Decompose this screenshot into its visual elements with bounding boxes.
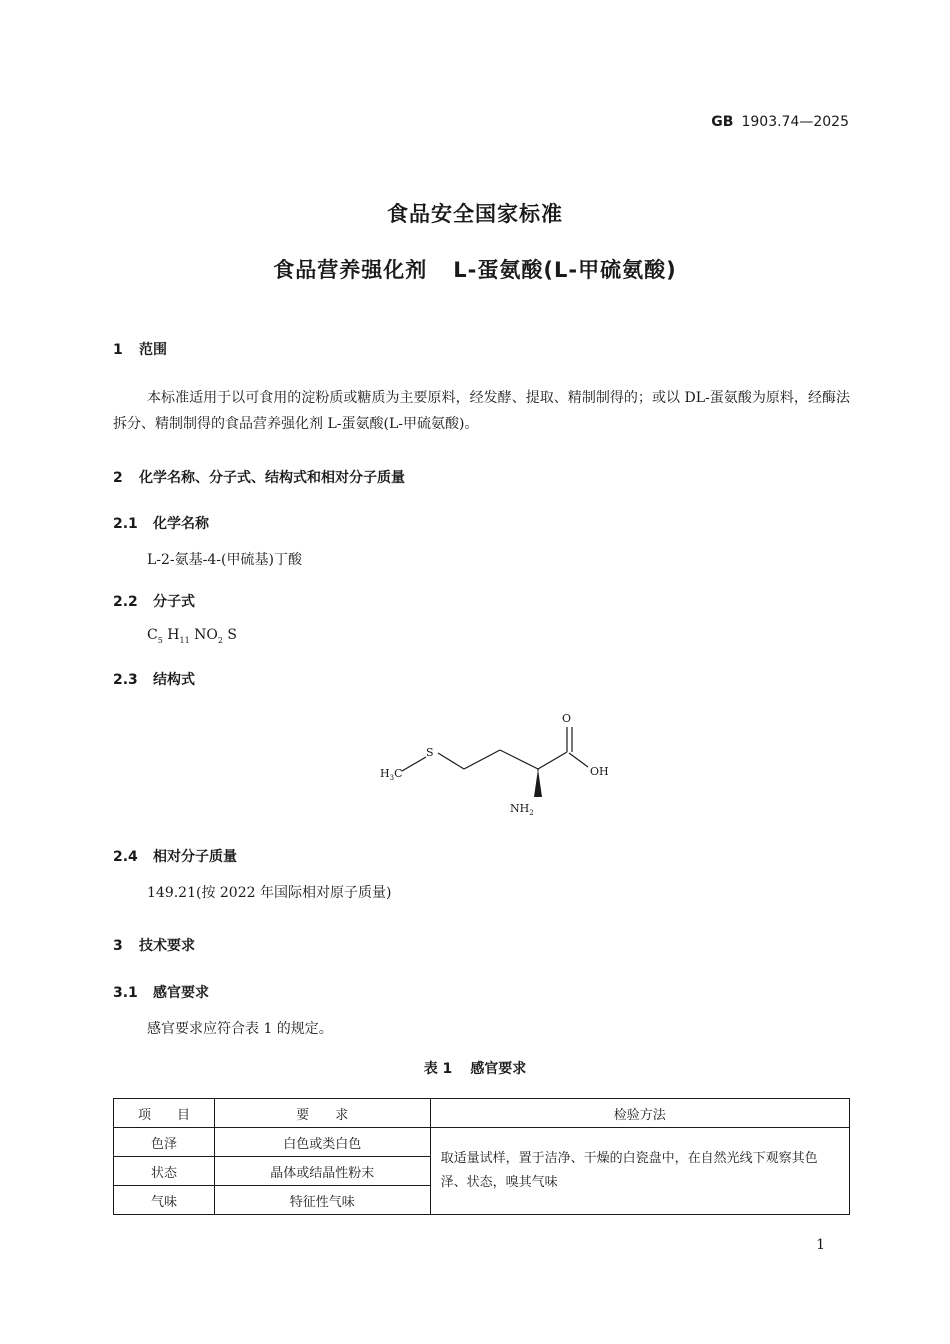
section-title: 化学名称 [153,516,209,532]
section-number: 3.1 [113,985,138,1001]
row-item: 气味 [114,1186,215,1215]
section-number: 1 [113,342,123,358]
header-requirement: 要 求 [214,1099,430,1128]
section-1-paragraph [113,385,850,437]
section-2-heading [113,467,405,487]
section-1-heading [113,339,167,359]
bond-c-s [402,757,426,771]
section-title: 结构式 [153,672,195,688]
section-2-4-heading [113,846,237,866]
section-title: 感官要求 [153,985,209,1001]
document-title: 食品安全国家标准 [387,202,563,226]
structural-formula [360,700,620,825]
standard-number [711,114,849,130]
section-number: 2.1 [113,516,138,532]
bond-c-c2 [500,750,538,769]
row-requirement: 白色或类白色 [214,1128,430,1157]
section-number: 3 [113,938,123,954]
bond-c-oh [569,753,588,767]
section-number: 2.2 [113,594,138,610]
section-title: 化学名称、分子式、结构式和相对分子质量 [139,470,405,486]
row-requirement: 晶体或结晶性粉末 [214,1157,430,1186]
scope-text: 本标准适用于以可食用的淀粉质或糖质为主要原料，经发酵、提取、精制制得的；或以 DL-蛋氨酸为原料，经酶法拆分、精制制得的食品营养强化剂 L-蛋氨酸(L-甲硫氨酸)。 [113,390,850,432]
bond-s-c [438,753,464,769]
row-item: 状态 [114,1157,215,1186]
section-title: 相对分子质量 [153,849,237,865]
atom-s: S [426,746,434,759]
standard-code: 1903.74—2025 [741,114,849,130]
test-method: 取适量试样，置于洁净、干燥的白瓷盘中，在自然光线下观察其色泽、状态，嗅其气味 [430,1128,849,1215]
section-3-heading [113,935,195,955]
section-title: 技术要求 [139,938,195,954]
section-2-3-heading [113,669,195,689]
atom-h3c: $H_3C$ [380,767,403,782]
section-2-2-heading [113,591,195,611]
section-number: 2 [113,470,123,486]
sensory-intro: 感官要求应符合表 1 的规定。 [147,1021,333,1037]
sensory-requirements-table [113,1098,850,1215]
atom-nh2: $NH_2$ [510,802,534,817]
bond-c-cooh [538,752,567,769]
header-item: 项 目 [114,1099,215,1128]
subtitle-part-b: L-蛋氨酸(L-甲硫氨酸) [453,258,677,282]
row-item: 色泽 [114,1128,215,1157]
section-title: 分子式 [153,594,195,610]
table-number: 表 1 [423,1061,453,1077]
bond-c-c1 [464,750,500,769]
row-requirement: 特征性气味 [214,1186,430,1215]
document-subtitle [0,254,950,284]
table-row [114,1128,850,1157]
atom-oh: OH [590,765,609,778]
chemical-name: L-2-氨基-4-(甲硫基)丁酸 [147,552,302,568]
table-header-row [114,1099,850,1128]
section-number: 2.3 [113,672,138,688]
table-title: 感官要求 [470,1061,527,1077]
wedge-bond [534,769,542,797]
table-caption [0,1058,950,1078]
header-method: 检验方法 [430,1099,849,1128]
section-number: 2.4 [113,849,138,865]
page-number: 1 [816,1237,825,1253]
standard-prefix: GB [711,114,734,130]
molecular-mass: 149.21(按 2022 年国际相对原子质量) [147,885,392,901]
section-3-1-heading [113,982,209,1002]
subtitle-part-a: 食品营养强化剂 [273,258,428,282]
atom-o: O [562,712,572,725]
section-title: 范围 [139,342,167,358]
molecular-formula: $C_5$ $H_{11}$ $NO_2$ S [147,627,237,645]
section-2-1-heading [113,513,209,533]
